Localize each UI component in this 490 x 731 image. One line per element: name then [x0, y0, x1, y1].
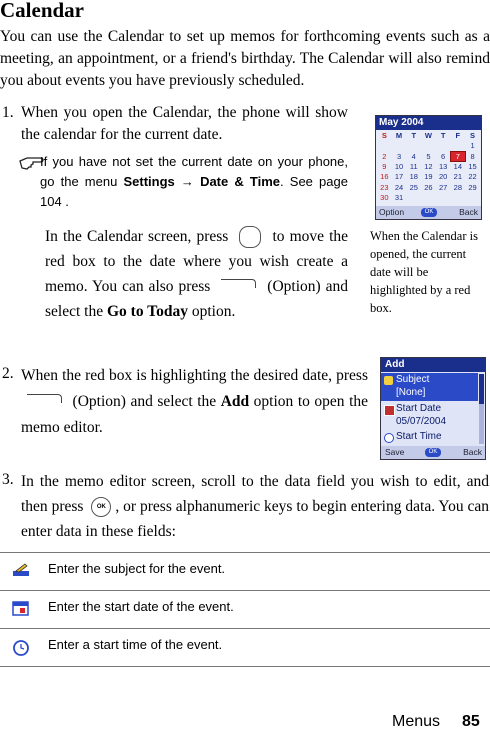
table-rule-bottom [0, 666, 490, 667]
step-2-text: When the red box is highlighting the desired date, press (Option) and select the Add option to open the memo editor. [21, 367, 369, 436]
calendar-highlighted-day: 7 [451, 152, 466, 161]
calendar-caption: When the Calendar is opened, the current date will be highlighted by a red box. [370, 229, 478, 315]
add-ok-softkey: OK [425, 448, 441, 457]
calendar-day: 21 [453, 172, 463, 182]
step-2-number: 2. [2, 365, 14, 382]
calendar-day: 28 [453, 182, 463, 192]
table-rule-top [0, 552, 490, 553]
field-date-text: Enter the start date of the event. [48, 599, 234, 614]
add-label: Add [220, 393, 250, 410]
step-3-number: 3. [2, 471, 14, 488]
start-date-label: Start Date [396, 403, 442, 414]
calendar-day: 3 [396, 151, 402, 161]
step-2-text-b: ) and select the [120, 393, 217, 410]
step-1-text-b: to move the red box to the date where you wish create a memo. You can also press [45, 228, 349, 295]
calendar-day: 17 [394, 172, 404, 182]
step-3-text-b: , or press alphanumeric keys to begin entering data. You can enter data in these fields: [21, 498, 490, 540]
calendar-day: 29 [468, 182, 477, 192]
note-arrow: → [180, 174, 194, 189]
footer-page-number: 85 [462, 713, 480, 730]
calendar-grid [376, 130, 481, 204]
calendar-day: 25 [409, 182, 418, 192]
step-1-number: 1. [2, 104, 14, 121]
calendar-softkey-bar [376, 206, 481, 219]
navigation-key-icon [239, 226, 261, 248]
calendar-weekday-header: T [440, 131, 446, 140]
field-subject-text: Enter the subject for the event. [48, 561, 226, 576]
step-1-text: When you open the Calendar, the phone will show the calendar for the current date. [21, 104, 348, 143]
calendar-day: 16 [380, 172, 389, 182]
footer-section: Menus [392, 713, 441, 730]
step-2-text-c: option to open the memo editor. [21, 393, 369, 436]
calendar-day: 27 [438, 182, 448, 192]
calendar-day: 20 [438, 172, 448, 182]
calendar-day: 8 [470, 151, 475, 161]
start-time-label: Start Time [396, 431, 442, 442]
calendar-day: 30 [380, 192, 389, 202]
step-1-text-c: ) and select the [45, 278, 348, 320]
calendar-day: 13 [438, 161, 448, 171]
calendar-day: 26 [424, 182, 433, 192]
step-3-text-a: In the memo editor screen, scroll to the data field you wish to edit, and then press [21, 473, 489, 515]
calendar-day: 15 [468, 161, 477, 171]
step-1-text-d: option. [191, 303, 236, 320]
calendar-day: 4 [411, 151, 416, 161]
calendar-month-header: May 2004 [376, 116, 481, 130]
add-screen-scrollbar [479, 374, 484, 444]
calendar-day: 31 [394, 192, 404, 202]
left-softkey-icon [27, 394, 62, 403]
calendar-weekday-header: W [424, 131, 432, 140]
intro-paragraph: You can use the Calendar to set up memos for forthcoming events such as a meeting, an appointment, or a friend's birthday. The Calendar will also remind you about events you have previously scheduled. [0, 28, 490, 89]
calendar-day: 2 [382, 151, 387, 161]
add-back-softkey: Back [463, 447, 482, 457]
subject-pen-icon [384, 376, 393, 385]
option-label: Option [272, 278, 316, 295]
calendar-day: 6 [441, 151, 446, 161]
calendar-day: 11 [409, 161, 418, 171]
ok-key-icon: OK [91, 497, 111, 517]
table-rule-1 [0, 590, 490, 591]
subject-value: [None] [396, 387, 426, 398]
calendar-back-softkey: Back [459, 207, 478, 217]
settings-note [40, 152, 348, 212]
start-time-clock-icon [384, 433, 394, 443]
calendar-day: 18 [409, 172, 418, 182]
calendar-day: 14 [453, 161, 463, 171]
note-text-b: . See page 104 . [40, 174, 348, 209]
step-2-text-a: When the red box is highlighting the desired date, press [21, 367, 368, 384]
calendar-day: 24 [394, 182, 404, 192]
calendar-day: 5 [426, 151, 431, 161]
step-3-text [21, 469, 489, 544]
calendar-day: 12 [424, 161, 433, 171]
subject-label: Subject [396, 374, 430, 385]
calendar-day: 19 [424, 172, 433, 182]
calendar-day: 22 [468, 172, 477, 182]
note-date-time: Date & Time [200, 174, 281, 189]
option-label: Option [77, 393, 121, 410]
left-softkey-icon [221, 279, 256, 288]
field-time-text: Enter a start time of the event. [48, 637, 223, 652]
start-date-calendar-icon [384, 405, 395, 416]
step-1-text-a: In the Calendar screen, press [45, 228, 229, 245]
calendar-ok-softkey: OK [421, 208, 437, 217]
add-softkey-bar [381, 446, 485, 459]
calendar-day: 1 [470, 141, 475, 151]
pen-icon [12, 562, 30, 578]
add-memo-screenshot [380, 357, 486, 460]
calendar-screenshot [375, 115, 482, 220]
note-settings: Settings [123, 174, 175, 189]
calendar-weekday-header: S [470, 131, 476, 140]
clock-icon [12, 639, 30, 657]
calendar-day: 10 [394, 161, 404, 171]
add-save-softkey: Save [385, 447, 405, 457]
calendar-weekday-header: M [395, 131, 403, 140]
table-rule-2 [0, 628, 490, 629]
calendar-icon [12, 599, 30, 617]
go-to-today-label: Go to Today [106, 303, 188, 320]
step-1-instructions: In the Calendar screen, press to move the red box to the date where you wish create a memo. You can also press (Option) and select the Go to Today option. [45, 228, 349, 320]
page-title: Calendar [0, 0, 84, 22]
calendar-weekday-header: F [455, 131, 461, 140]
start-date-value: 05/07/2004 [396, 416, 447, 427]
add-screen-header: Add [381, 358, 485, 372]
calendar-weekday-header: T [411, 131, 417, 140]
calendar-day: 23 [380, 182, 389, 192]
note-text-a: If you have not set the current date on your phone, go the menu [40, 154, 348, 189]
calendar-option-softkey: Option [379, 207, 405, 217]
calendar-day: 9 [382, 161, 387, 171]
calendar-weekday-header: S [381, 131, 387, 140]
